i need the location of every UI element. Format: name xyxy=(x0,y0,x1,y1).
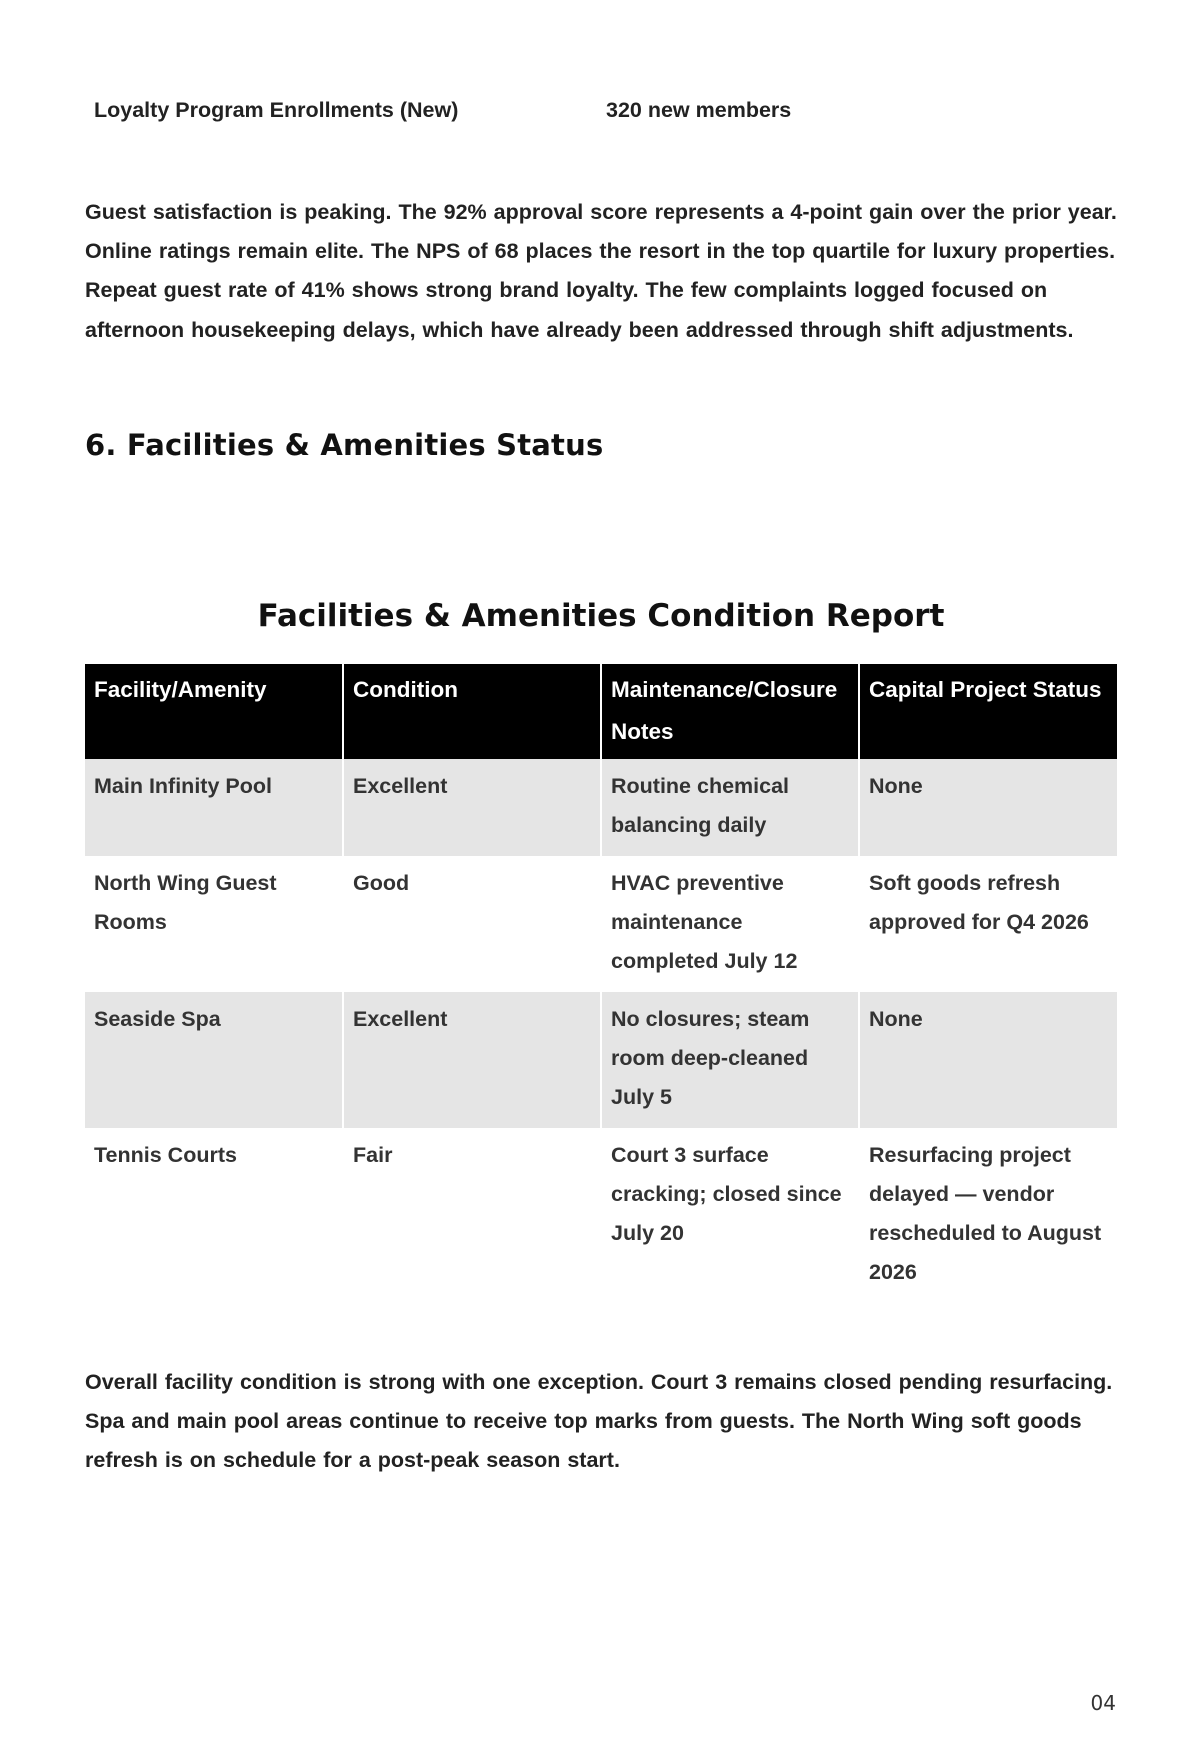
loyalty-enrollments-value: 320 new members xyxy=(606,98,792,122)
table-cell: Fair xyxy=(343,1128,601,1303)
table-cell: Tennis Courts xyxy=(85,1128,343,1303)
table-cell: Court 3 surface cracking; closed since July 20 xyxy=(601,1128,859,1303)
table-row xyxy=(85,856,1117,992)
header-maintenance-notes: Maintenance/Closure Notes xyxy=(601,664,859,759)
table-cell: No closures; steam room deep-cleaned July 5 xyxy=(601,992,859,1128)
table-cell: Main Infinity Pool xyxy=(85,759,343,856)
header-capital-project: Capital Project Status xyxy=(859,664,1117,759)
table-cell: HVAC preventive maintenance completed July 12 xyxy=(601,856,859,992)
table-cell: Resurfacing project delayed — vendor rescheduled to August 2026 xyxy=(859,1128,1117,1303)
table-cell: Soft goods refresh approved for Q4 2026 xyxy=(859,856,1117,992)
table-cell: Good xyxy=(343,856,601,992)
table-cell: North Wing Guest Rooms xyxy=(85,856,343,992)
table-row xyxy=(85,759,1117,856)
page-number: 04 xyxy=(1090,1691,1116,1715)
table-cell: Seaside Spa xyxy=(85,992,343,1128)
table-row xyxy=(85,992,1117,1128)
table-cell: Routine chemical balancing daily xyxy=(601,759,859,856)
header-condition: Condition xyxy=(343,664,601,759)
table-row xyxy=(85,1128,1117,1303)
table-header-row xyxy=(85,664,1117,759)
facilities-condition-table xyxy=(85,664,1117,1303)
loyalty-enrollments-label: Loyalty Program Enrollments (New) xyxy=(94,98,459,122)
header-facility: Facility/Amenity xyxy=(85,664,343,759)
section-heading-facilities: 6. Facilities & Amenities Status xyxy=(85,428,604,462)
table-cell: None xyxy=(859,759,1117,856)
table-title: Facilities & Amenities Condition Report xyxy=(257,598,945,634)
facilities-summary-paragraph: Overall facility condition is strong with one exception. Court 3 remains closed pending resurfacing. Spa and main pool areas continue to receive top marks from guests. The North Wing soft goods refresh is on schedule for a post-peak season start. xyxy=(85,1370,1113,1473)
table-cell: Excellent xyxy=(343,759,601,856)
guest-satisfaction-paragraph: Guest satisfaction is peaking. The 92% approval score represents a 4-point gain over the prior year. Online ratings remain elite. The NPS of 68 places the resort in the top quartile for luxury properties. Repeat guest rate of 41% shows strong brand loyalty. The few complaints logged focused on afternoon housekeeping delays, which have already been addressed through shift adjustments. xyxy=(85,200,1117,342)
table-cell: None xyxy=(859,992,1117,1128)
table-cell: Excellent xyxy=(343,992,601,1128)
loyalty-enrollments-row xyxy=(84,98,1114,128)
